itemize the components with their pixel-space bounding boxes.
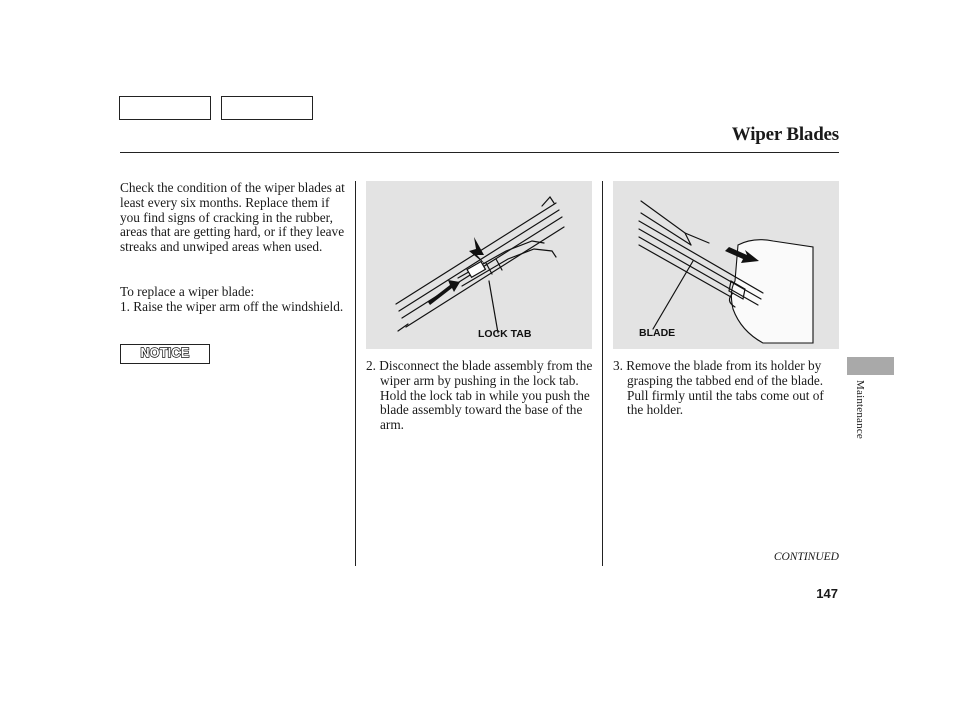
blade-drawing (613, 181, 839, 349)
continued-note: CONTINUED (773, 551, 839, 563)
column-divider (602, 181, 603, 566)
lock-tab-illustration (366, 181, 592, 349)
notice-badge: NOTICE (120, 344, 210, 364)
nav-button-next[interactable] (221, 96, 313, 120)
wiper-arm-drawing (366, 181, 592, 349)
nav-button-previous[interactable] (119, 96, 211, 120)
replace-intro: To replace a wiper blade: (120, 284, 255, 299)
page-number: 147 (816, 586, 838, 601)
blade-label: BLADE (639, 327, 676, 339)
page-title: Wiper Blades (731, 124, 839, 145)
step-3: 3. Remove the blade from its holder by grasping the tabbed end of the blade. Pull firmly until the tabs come out of the holder. (613, 358, 824, 418)
lock-tab-label: LOCK TAB (478, 328, 532, 340)
section-label: Maintenance (854, 380, 866, 440)
step-2: 2. Disconnect the blade assembly from the wiper arm by pushing in the lock tab. Hold the lock tab in while you push the blade assembly toward the base of the arm. (366, 358, 593, 433)
intro-paragraph: Check the condition of the wiper blades at least every six months. Replace them if you find signs of cracking in the rubber, areas that are getting hard, or if they leave streaks and unwiped areas when used. (120, 180, 345, 255)
blade-removal-illustration (613, 181, 839, 349)
column-divider (355, 181, 356, 566)
step-1: 1. Raise the wiper arm off the windshield. (120, 299, 344, 314)
section-tab[interactable] (847, 357, 894, 375)
title-divider (120, 152, 839, 153)
